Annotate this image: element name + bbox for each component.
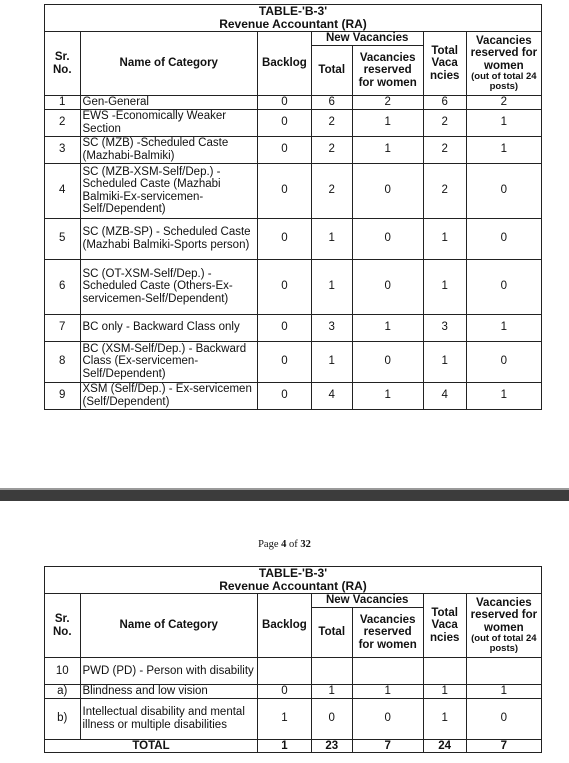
header-total: Total <box>311 608 352 658</box>
page-current: 4 <box>281 539 287 550</box>
table-row <box>45 698 542 739</box>
cell-backlog <box>258 658 312 685</box>
header-total-vacancies: Total Vaca ncies <box>423 594 466 658</box>
cell-category: SC (MZB) -Scheduled Caste (Mazhabi-Balmiki) <box>80 136 258 163</box>
cell-women: 1 <box>352 685 423 699</box>
cell-sr: a) <box>45 685 81 699</box>
table-title-row <box>45 5 542 32</box>
cell-reserved-total: 7 <box>466 739 541 753</box>
cell-backlog: 0 <box>258 685 312 699</box>
cell-reserved: 1 <box>466 685 541 699</box>
cell-backlog: 0 <box>258 218 312 259</box>
cell-total-vacancies-total: 24 <box>423 739 466 753</box>
page-middle: of <box>286 539 301 550</box>
header-name-of-category: Name of Category <box>80 32 258 96</box>
cell-category: BC (XSM-Self/Dep.) - Backward Class (Ex-servicemen-Self/Dependent) <box>80 341 258 382</box>
cell-reserved: 1 <box>466 314 541 341</box>
cell-reserved: 2 <box>466 96 541 110</box>
table-title: TABLE-'B-3' <box>258 4 328 18</box>
cell-total: 1 <box>311 685 352 699</box>
table-row <box>45 314 542 341</box>
page-prefix: Page <box>258 539 282 550</box>
table-row <box>45 341 542 382</box>
cell-reserved <box>466 658 541 685</box>
cell-backlog: 0 <box>258 96 312 110</box>
cell-total: 2 <box>311 109 352 136</box>
header-women: Vacancies reserved for women <box>352 608 423 658</box>
table-title-row <box>45 567 542 594</box>
header-reserved-note: (out of total 24 posts) <box>471 71 537 93</box>
cell-total: 6 <box>311 96 352 110</box>
cell-category: Intellectual disability and mental illness or multiple disabilities <box>80 698 258 739</box>
cell-total-total: 23 <box>311 739 352 753</box>
page-number <box>0 539 569 550</box>
cell-total-vacancies: 4 <box>423 382 466 409</box>
header-new-vacancies: New Vacancies <box>311 594 423 608</box>
cell-total-vacancies: 1 <box>423 259 466 314</box>
header-reserved-label: Vacancies reserved for women <box>470 596 538 634</box>
table-row <box>45 109 542 136</box>
cell-total: 1 <box>311 341 352 382</box>
cell-total-label: TOTAL <box>45 739 258 753</box>
cell-reserved: 1 <box>466 109 541 136</box>
header-backlog: Backlog <box>258 594 312 658</box>
cell-total: 1 <box>311 259 352 314</box>
cell-sr: b) <box>45 698 81 739</box>
cell-women-total: 7 <box>352 739 423 753</box>
cell-sr: 1 <box>45 96 81 110</box>
table-row <box>45 163 542 218</box>
cell-backlog: 0 <box>258 136 312 163</box>
table-row <box>45 259 542 314</box>
table-row <box>45 658 542 685</box>
cell-women: 1 <box>352 382 423 409</box>
header-reserved-women <box>466 594 541 658</box>
cell-total: 3 <box>311 314 352 341</box>
table-subtitle: Revenue Accountant (RA) <box>219 17 367 31</box>
cell-women: 1 <box>352 314 423 341</box>
table-title: TABLE-'B-3' <box>258 566 328 580</box>
table-row <box>45 685 542 699</box>
cell-category: EWS -Economically Weaker Section <box>80 109 258 136</box>
header-reserved-women <box>466 32 541 96</box>
cell-backlog: 0 <box>258 314 312 341</box>
cell-total-vacancies: 1 <box>423 685 466 699</box>
header-sr-no: Sr. No. <box>45 594 81 658</box>
cell-women: 0 <box>352 259 423 314</box>
cell-category: BC only - Backward Class only <box>80 314 258 341</box>
cell-reserved: 0 <box>466 259 541 314</box>
table-row <box>45 382 542 409</box>
cell-sr: 6 <box>45 259 81 314</box>
cell-category: SC (MZB-XSM-Self/Dep.) - Scheduled Caste (Mazhabi Balmiki-Ex-servicemen-Self/Dependent) <box>80 163 258 218</box>
table-row <box>45 96 542 110</box>
cell-sr: 8 <box>45 341 81 382</box>
cell-total-vacancies: 2 <box>423 163 466 218</box>
cell-sr: 3 <box>45 136 81 163</box>
cell-category: SC (MZB-SP) - Scheduled Caste (Mazhabi Balmiki-Sports person) <box>80 218 258 259</box>
cell-sr: 4 <box>45 163 81 218</box>
cell-total: 2 <box>311 163 352 218</box>
header-new-vacancies: New Vacancies <box>311 32 423 46</box>
cell-total-vacancies: 1 <box>423 341 466 382</box>
cell-women: 0 <box>352 341 423 382</box>
cell-backlog-total: 1 <box>258 739 312 753</box>
cell-total-vacancies: 3 <box>423 314 466 341</box>
cell-reserved: 1 <box>466 136 541 163</box>
cell-total-vacancies: 2 <box>423 109 466 136</box>
cell-total: 1 <box>311 218 352 259</box>
table-row <box>45 136 542 163</box>
cell-total <box>311 658 352 685</box>
cell-sr: 7 <box>45 314 81 341</box>
cell-sr: 10 <box>45 658 81 685</box>
cell-total: 2 <box>311 136 352 163</box>
header-reserved-note: (out of total 24 posts) <box>471 633 537 655</box>
cell-total: 4 <box>311 382 352 409</box>
header-reserved-label: Vacancies reserved for women <box>470 34 538 72</box>
vacancy-table-top <box>44 4 542 410</box>
cell-category: SC (OT-XSM-Self/Dep.) - Scheduled Caste (Others-Ex-servicemen-Self/Dependent) <box>80 259 258 314</box>
cell-backlog: 0 <box>258 382 312 409</box>
cell-total-vacancies: 1 <box>423 698 466 739</box>
cell-backlog: 0 <box>258 163 312 218</box>
cell-reserved: 0 <box>466 163 541 218</box>
cell-total: 0 <box>311 698 352 739</box>
table-row <box>45 218 542 259</box>
vacancy-table-bottom <box>44 566 542 753</box>
page-separator <box>0 488 569 501</box>
cell-category: Gen-General <box>80 96 258 110</box>
cell-sr: 9 <box>45 382 81 409</box>
cell-total-vacancies <box>423 658 466 685</box>
cell-sr: 5 <box>45 218 81 259</box>
cell-women: 0 <box>352 698 423 739</box>
cell-total-vacancies: 6 <box>423 96 466 110</box>
totals-row <box>45 739 542 753</box>
cell-women: 1 <box>352 136 423 163</box>
cell-backlog: 0 <box>258 109 312 136</box>
cell-reserved: 0 <box>466 698 541 739</box>
header-total-vacancies: Total Vaca ncies <box>423 32 466 96</box>
table-title-cell <box>45 567 542 594</box>
cell-category: PWD (PD) - Person with disability <box>80 658 258 685</box>
cell-backlog: 0 <box>258 341 312 382</box>
cell-backlog: 0 <box>258 259 312 314</box>
table-subtitle: Revenue Accountant (RA) <box>219 579 367 593</box>
table-title-cell <box>45 5 542 32</box>
cell-backlog: 1 <box>258 698 312 739</box>
cell-women: 1 <box>352 109 423 136</box>
cell-reserved: 0 <box>466 218 541 259</box>
header-name-of-category: Name of Category <box>80 594 258 658</box>
cell-reserved: 0 <box>466 341 541 382</box>
header-row-1 <box>45 32 542 46</box>
cell-women: 2 <box>352 96 423 110</box>
header-total: Total <box>311 46 352 96</box>
header-backlog: Backlog <box>258 32 312 96</box>
cell-total-vacancies: 1 <box>423 218 466 259</box>
cell-women <box>352 658 423 685</box>
cell-total-vacancies: 2 <box>423 136 466 163</box>
cell-women: 0 <box>352 163 423 218</box>
header-women: Vacancies reserved for women <box>352 46 423 96</box>
cell-reserved: 1 <box>466 382 541 409</box>
page-total: 32 <box>300 539 311 550</box>
cell-women: 0 <box>352 218 423 259</box>
cell-sr: 2 <box>45 109 81 136</box>
cell-category: Blindness and low vision <box>80 685 258 699</box>
header-row-1 <box>45 594 542 608</box>
cell-category: XSM (Self/Dep.) - Ex-servicemen (Self/Dependent) <box>80 382 258 409</box>
header-sr-no: Sr. No. <box>45 32 81 96</box>
